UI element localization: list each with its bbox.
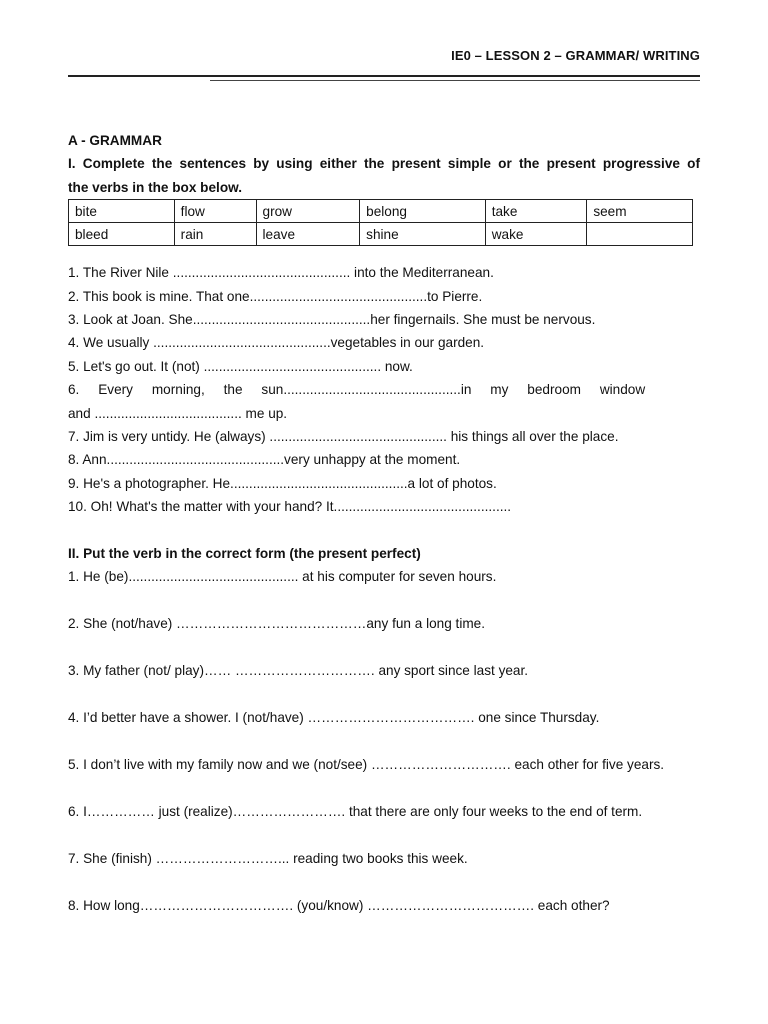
part2-sentence: 7. She (finish) ………………………... reading two books this week. bbox=[68, 851, 468, 867]
part1-sentence: 5. Let's go out. It (not) ............................................... now. bbox=[68, 358, 413, 374]
word-box-row bbox=[69, 223, 693, 246]
part1-sentence: 9. He's a photographer. He...............................................a lot of photos. bbox=[68, 475, 497, 491]
part2-sentence: 6. I…………… just (realize)……………………. that there are only four weeks to the end of term. bbox=[68, 804, 643, 820]
part1-sentence: and ....................................... me up. bbox=[68, 405, 288, 421]
word-cell: grow bbox=[256, 200, 360, 223]
part1-instruction bbox=[68, 152, 700, 175]
word-cell: wake bbox=[485, 223, 587, 246]
part1-sentence: 2. This book is mine. That one...............................................to Pierre. bbox=[68, 288, 483, 304]
worksheet-content bbox=[68, 129, 700, 941]
word-cell bbox=[587, 223, 693, 246]
verb-word-box bbox=[68, 199, 693, 246]
part1-sentence: 1. The River Nile ............................................... into the Mediterranean. bbox=[68, 265, 494, 281]
part2-sentence: 3. My father (not/ play)…… …………………………. any sport since last year. bbox=[68, 663, 529, 679]
word-cell: rain bbox=[174, 223, 256, 246]
part2-sentence: 4. I’d better have a shower. I (not/have) ………………………………. one since Thursday. bbox=[68, 710, 600, 726]
page-header: IE0 – LESSON 2 – GRAMMAR/ WRITING bbox=[451, 48, 700, 63]
part1-instruction-line2: the verbs in the box below. bbox=[68, 179, 242, 195]
part1-sentence: 6. Every morning, the sun...............................................in my bedroom window bbox=[68, 382, 646, 398]
word-cell: bite bbox=[69, 200, 175, 223]
word-cell: leave bbox=[256, 223, 360, 246]
part1-sentence: 10. Oh! What's the matter with your hand? It............................................... bbox=[68, 499, 512, 515]
part2-sentence: 5. I don’t live with my family now and we (not/see) …………………………. each other for five years. bbox=[68, 757, 665, 773]
word-cell: flow bbox=[174, 200, 256, 223]
part2-instruction: II. Put the verb in the correct form (the present perfect) bbox=[68, 546, 421, 561]
word-cell: bleed bbox=[69, 223, 175, 246]
word-cell: belong bbox=[360, 200, 486, 223]
word-box-row bbox=[69, 200, 693, 223]
part2-sentence: 2. She (not/have) ……………………………………any fun a long time. bbox=[68, 616, 486, 632]
part1-sentence: 4. We usually ...............................................vegetables in our garden. bbox=[68, 335, 485, 351]
word-cell: take bbox=[485, 200, 587, 223]
part1-sentence: 3. Look at Joan. She...............................................her fingernails. She must be nervous. bbox=[68, 311, 596, 327]
part1-instruction-line1: I. Complete the sentences by using either the present simple or the present progressive of bbox=[68, 156, 700, 172]
section-a-title: A - GRAMMAR bbox=[68, 133, 162, 148]
word-cell: seem bbox=[587, 200, 693, 223]
header-rule bbox=[68, 75, 700, 77]
part1-sentence: 8. Ann...............................................very unhappy at the moment. bbox=[68, 452, 461, 468]
header-rule-secondary bbox=[210, 80, 700, 81]
part1-sentence: 7. Jim is very untidy. He (always) ............................................... his things all over the place. bbox=[68, 428, 619, 444]
part2-sentence: 8. How long……………………………. (you/know) ………………………………. each other? bbox=[68, 898, 610, 914]
part2-sentence: 1. He (be)............................................. at his computer for seven hours. bbox=[68, 569, 497, 585]
word-cell: shine bbox=[360, 223, 486, 246]
